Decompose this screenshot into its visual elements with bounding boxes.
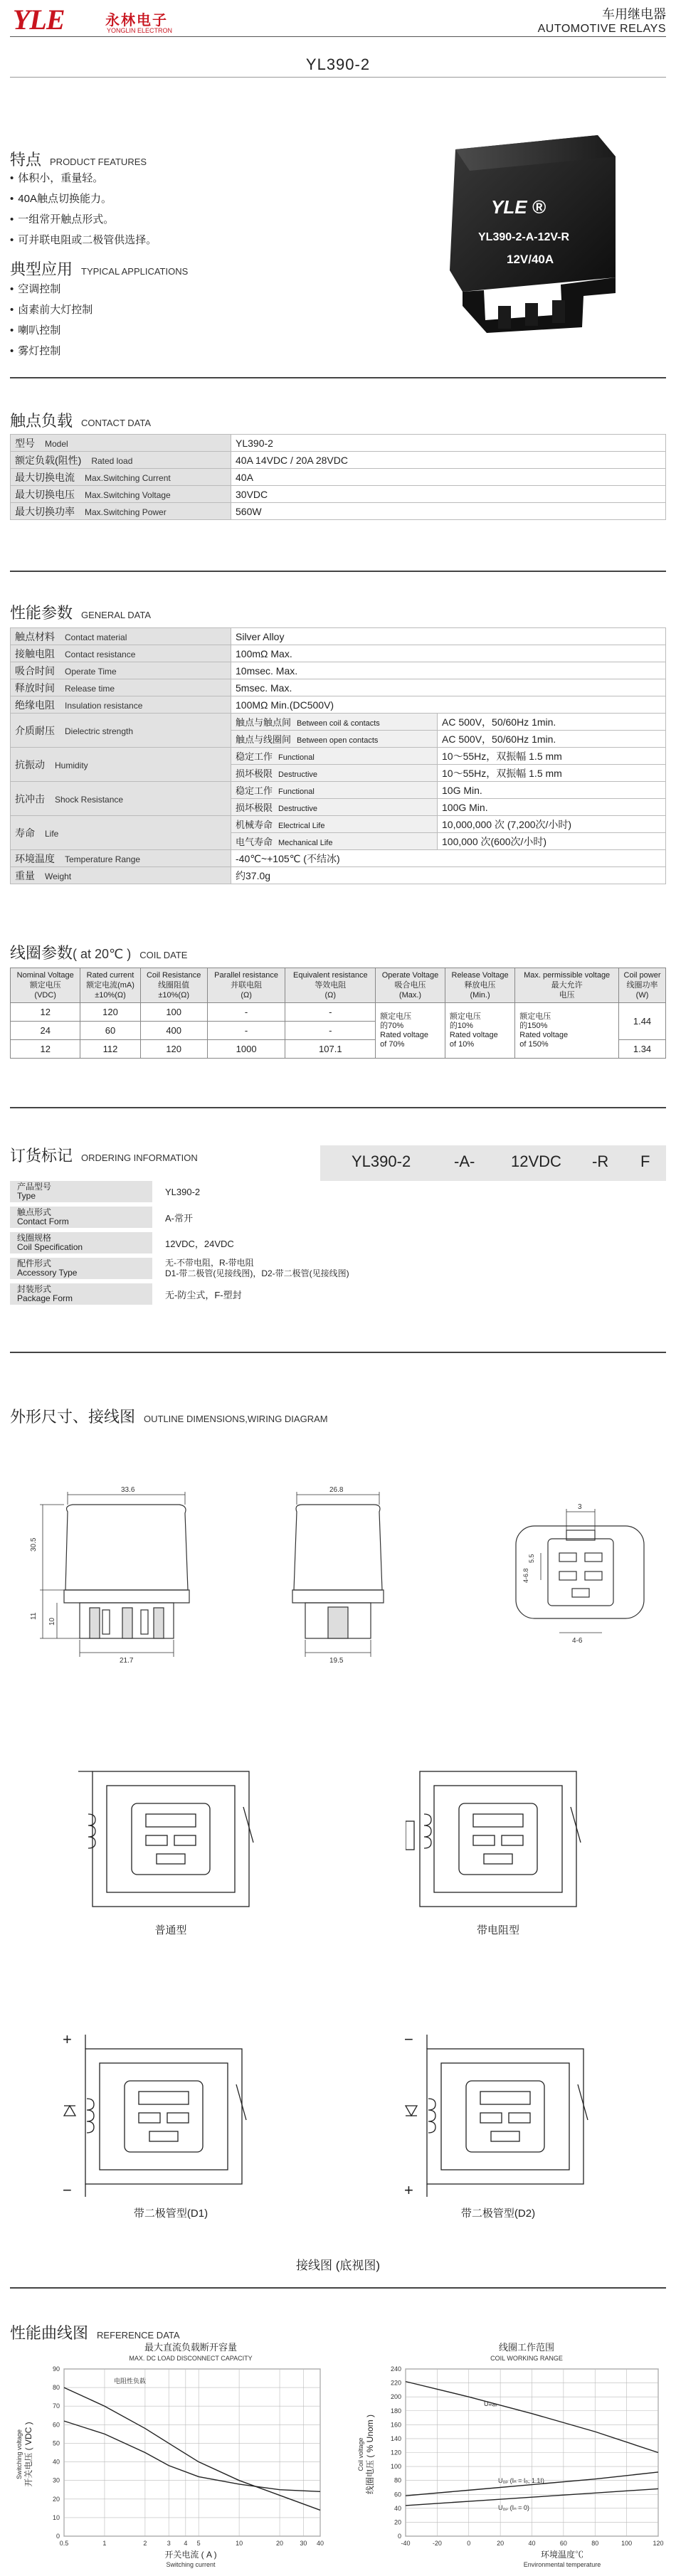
ordering-heading: 订货标记 ORDERING INFORMATION: [10, 1147, 198, 1165]
x-tick-label: 1: [102, 2540, 107, 2547]
y-axis-label: 线圈电压 ( % Unom ): [365, 2414, 375, 2495]
outline-bottom-view: [498, 1483, 669, 1668]
chart-annotation: U₀ₚ (Iₙ = Iₒ, 1.1I): [498, 2477, 544, 2484]
table-row: 寿命 Life 机械寿命 Electrical Life 10,000,000 次 (7,200次/小时): [11, 816, 666, 833]
x-tick-label: 10: [236, 2540, 243, 2547]
table-row: 产品型号 Type YL390-2: [10, 1181, 465, 1202]
y-tick-label: 90: [52, 2365, 60, 2373]
y-tick-label: 120: [390, 2449, 401, 2456]
chart-annotation: 电阻性负载: [114, 2378, 147, 2385]
coil-table: [10, 968, 666, 1059]
chart-load-capacity: [14, 2341, 334, 2572]
dim-bottom-2: 5.5: [528, 1554, 535, 1563]
label-brand: YLE ®: [491, 196, 546, 218]
outline-side-view: [281, 1483, 402, 1668]
y-tick-label: 140: [390, 2434, 401, 2442]
chart-annotation: Uₘₐₓ: [484, 2400, 497, 2407]
section-divider: [10, 1352, 666, 1353]
table-row: 电气寿命 Mechanical Life 100,000 次(600次/小时): [11, 833, 666, 850]
table-row: 重量 Weight 约37.0g: [11, 867, 666, 884]
y-tick-label: 180: [390, 2407, 401, 2415]
wiring-label-d1: 带二极管型(D1): [133, 2207, 208, 2220]
title-divider: [10, 77, 666, 78]
y-tick-label: 30: [52, 2476, 60, 2484]
table-row: 触点材料 Contact material Silver Alloy: [11, 628, 666, 645]
y-tick-label: 80: [394, 2476, 401, 2484]
table-row: 介质耐压 Dielectric strength 触点与触点间 Between coil & contacts AC 500V，50/60Hz 1min.: [11, 714, 666, 731]
x-axis-label: 开关电流 ( A ): [164, 2550, 217, 2560]
y-tick-label: 100: [390, 2463, 401, 2471]
dim-bottom-4: 4-6: [572, 1637, 583, 1645]
table-row: 绝缘电阻 Insulation resistance 100MΩ Min.(DC500V): [11, 696, 666, 714]
x-tick-label: 40: [528, 2540, 536, 2547]
table-row: 封装形式 Package Form 无-防尘式，F-塑封: [10, 1283, 465, 1305]
chart-coil-range: [356, 2341, 669, 2572]
wiring-label-resistor: 带电阻型: [476, 1924, 519, 1936]
x-tick-label: 5: [196, 2540, 201, 2547]
dim-pin-height: 10: [48, 1617, 56, 1626]
coil-heading: 线圈参数( at 20℃ ) COIL DATE: [10, 944, 188, 962]
y-tick-label: 50: [52, 2439, 60, 2447]
x-tick-label: 30: [300, 2540, 307, 2547]
y-tick-label: 40: [394, 2504, 401, 2512]
x-tick-label: 0: [467, 2540, 471, 2547]
x-tick-label: 20: [276, 2540, 284, 2547]
x-axis-label-en: Environmental temperature: [523, 2561, 601, 2568]
dim-base-width: 21.7: [120, 1657, 134, 1665]
y-axis-label-en: Coil voltage: [357, 2437, 364, 2471]
section-divider: [10, 2287, 666, 2289]
general-table: [10, 627, 666, 884]
x-tick-label: -40: [401, 2540, 411, 2547]
dim-base-side: 19.5: [329, 1657, 344, 1665]
y-tick-label: 10: [52, 2513, 60, 2521]
x-tick-label: 4: [184, 2540, 188, 2547]
ordering-code-package: F: [640, 1152, 650, 1170]
table-row: 接触电阻 Contact resistance 100mΩ Max.: [11, 645, 666, 662]
x-tick-label: 0.5: [59, 2540, 69, 2547]
header-divider: [10, 36, 666, 37]
reference-heading: 性能曲线图 REFERENCE DATA: [10, 2324, 180, 2342]
section-divider: [10, 377, 666, 378]
polarity-minus: −: [63, 2181, 72, 2198]
x-tick-label: 3: [167, 2540, 171, 2547]
wiring-diagram-resistor: [406, 1764, 591, 1914]
table-row: 12 112 120 1000 107.1 1.34: [11, 1040, 666, 1059]
x-tick-label: 20: [497, 2540, 505, 2547]
list-item: • 可并联电阻或二极管供选择。: [10, 230, 157, 250]
category-cn: 车用继电器: [602, 7, 666, 21]
y-tick-label: 0: [56, 2533, 60, 2540]
ordering-code-coil: 12VDC: [511, 1152, 561, 1170]
dim-width-side: 26.8: [329, 1486, 344, 1494]
table-row: 线圈规格 Coil Specification 12VDC，24VDC: [10, 1232, 465, 1253]
y-tick-label: 70: [52, 2402, 60, 2410]
chart-title: 线圈工作范围: [498, 2342, 555, 2353]
page-title: YL390-2: [305, 55, 371, 73]
outline-heading: 外形尺寸、接线图 OUTLINE DIMENSIONS,WIRING DIAGRAM: [10, 1408, 328, 1426]
y-tick-label: 0: [397, 2533, 401, 2540]
general-heading: 性能参数 GENERAL DATA: [10, 604, 152, 622]
table-row: 最大切换功率 Max.Switching Power 560W: [11, 503, 666, 520]
outline-front-view: [14, 1483, 206, 1668]
product-photo: [441, 107, 626, 341]
features-heading: 特点 PRODUCT FEATURES: [10, 151, 147, 169]
applications-list: [10, 279, 93, 361]
dim-bottom-3: 4-6.8: [522, 1568, 529, 1583]
table-row: 环境温度 Temperature Range -40℃~+105℃ (不结冰): [11, 850, 666, 867]
y-tick-label: 220: [390, 2379, 401, 2387]
table-row: 型号 Model YL390-2: [11, 435, 666, 452]
table-row: 12 120 100 - - 额定电压 的70% Rated voltage of 70% 额定电压 的10% Rated voltage of 10% 额定电压 的150% Rated voltage of 150% 1.44: [11, 1003, 666, 1022]
y-tick-label: 80: [52, 2384, 60, 2392]
table-row: 最大切换电压 Max.Switching Voltage 30VDC: [11, 486, 666, 503]
x-tick-label: 80: [591, 2540, 599, 2547]
y-tick-label: 60: [52, 2421, 60, 2429]
y-axis-label: 开关电压 ( VDC ): [23, 2422, 33, 2487]
wiring-label-standard: 普通型: [154, 1924, 187, 1936]
table-row: 触点与线圈间 Between open contacts AC 500V，50/60Hz 1min.: [11, 731, 666, 748]
table-header-row: Nominal Voltage 额定电压 (VDC) Rated current 额定电流(mA) ±10%(Ω) Coil Resistance 线圈阻值 ±10%(Ω) Parallel resistance 并联电阻 (Ω) Equivalent resistance 等效电阻 (Ω) Operate Voltage 吸合电压 (Max.) Release Voltage 释放电压 (Min.) Max. permissible voltage 最大允许 电压 Coil power 线圈功率 (W): [11, 968, 666, 1003]
y-tick-label: 200: [390, 2393, 401, 2401]
table-row: 配件形式 Accessory Type 无-不带电阻，R-带电阻 D1-带二极管(见接线图)，D2-带二极管(见接线图): [10, 1258, 465, 1279]
plot-frame: [64, 2369, 320, 2536]
dim-width-front: 33.6: [121, 1486, 135, 1494]
contact-table: [10, 434, 666, 520]
x-axis-label-en: Switching current: [166, 2561, 216, 2568]
y-tick-label: 40: [52, 2458, 60, 2466]
table-row: 抗冲击 Shock Resistance 稳定工作 Functional 10G Min.: [11, 782, 666, 799]
polarity-plus: +: [63, 2035, 72, 2048]
table-row: 24 60 400 - -: [11, 1022, 666, 1040]
x-tick-label: -20: [432, 2540, 442, 2547]
wiring-label-d2: 带二极管型(D2): [460, 2207, 536, 2220]
logo-text: YLE: [13, 4, 65, 36]
y-tick-label: 20: [394, 2518, 401, 2526]
wiring-diagram-standard: [78, 1764, 263, 1914]
table-row: 吸合时间 Operate Time 10msec. Max.: [11, 662, 666, 679]
section-divider: [10, 1107, 666, 1108]
wiring-caption: 接线图 (底视图): [295, 2259, 381, 2272]
wiring-diagram-diode-d2: [398, 2035, 605, 2198]
list-item: • 卤素前大灯控制: [10, 300, 93, 320]
list-item: • 40A触点切换能力。: [10, 189, 157, 209]
ordering-table: [10, 1181, 465, 1305]
table-row: 释放时间 Release time 5msec. Max.: [11, 679, 666, 696]
company-name-cn: 永林电子: [105, 13, 168, 28]
chart-title: 最大直流负载断开容量: [144, 2342, 238, 2353]
y-tick-label: 20: [52, 2495, 60, 2503]
list-item: • 喇叭控制: [10, 320, 93, 341]
applications-heading: 典型应用 TYPICAL APPLICATIONS: [10, 260, 189, 278]
contact-heading: 触点负载 CONTACT DATA: [10, 412, 151, 430]
table-row: 触点形式 Contact Form A-常开: [10, 1207, 465, 1228]
series-line: [64, 2421, 320, 2491]
x-axis-label: 环境温度℃: [540, 2550, 584, 2560]
x-tick-label: 40: [316, 2540, 324, 2547]
list-item: • 空调控制: [10, 279, 93, 300]
company-name-en: YONGLIN ELECTRON: [107, 27, 173, 34]
polarity-minus: −: [404, 2035, 413, 2048]
chart-subtitle: MAX. DC LOAD DISCONNECT CAPACITY: [129, 2355, 253, 2362]
dim-pin-length: 11: [30, 1612, 38, 1620]
table-row: 额定负载(阻性) Rated load 40A 14VDC / 20A 28VDC: [11, 452, 666, 469]
table-row: 抗振动 Humidity 稳定工作 Functional 10～55Hz，双振幅 1.5 mm: [11, 748, 666, 765]
category-en: AUTOMOTIVE RELAYS: [537, 23, 666, 35]
wiring-diagram-diode-d1: [57, 2035, 263, 2198]
y-tick-label: 160: [390, 2421, 401, 2429]
category-header: [538, 4, 666, 36]
list-item: • 雾灯控制: [10, 341, 93, 361]
x-tick-label: 120: [653, 2540, 664, 2547]
polarity-plus: +: [404, 2181, 413, 2198]
ordering-code-contact: -A-: [454, 1152, 475, 1170]
label-model: YL390-2-A-12V-R: [478, 231, 570, 243]
dim-bottom-1: 3: [578, 1503, 582, 1511]
ordering-code-accessory: -R: [592, 1152, 609, 1170]
list-item: • 一组常开触点形式。: [10, 209, 157, 230]
table-row: 损坏极限 Destructive 10～55Hz，双振幅 1.5 mm: [11, 765, 666, 782]
chart-annotation: U₀ₚ (Iₙ = 0): [498, 2504, 529, 2511]
table-row: 最大切换电流 Max.Switching Current 40A: [11, 469, 666, 486]
x-tick-label: 60: [559, 2540, 567, 2547]
y-axis-label-en: Switching voltage: [16, 2429, 23, 2480]
y-tick-label: 240: [390, 2365, 401, 2373]
ordering-code-type: YL390-2: [352, 1152, 411, 1170]
y-tick-label: 60: [394, 2491, 401, 2498]
dim-height: 30.5: [30, 1537, 38, 1552]
chart-subtitle: COIL WORKING RANGE: [490, 2355, 563, 2362]
x-tick-label: 2: [143, 2540, 147, 2547]
x-tick-label: 100: [621, 2540, 633, 2547]
label-rating: 12V/40A: [507, 253, 554, 266]
list-item: • 体积小，重量轻。: [10, 168, 157, 189]
table-row: 损坏极限 Destructive 100G Min.: [11, 799, 666, 816]
features-list: [10, 168, 157, 250]
section-divider: [10, 571, 666, 572]
